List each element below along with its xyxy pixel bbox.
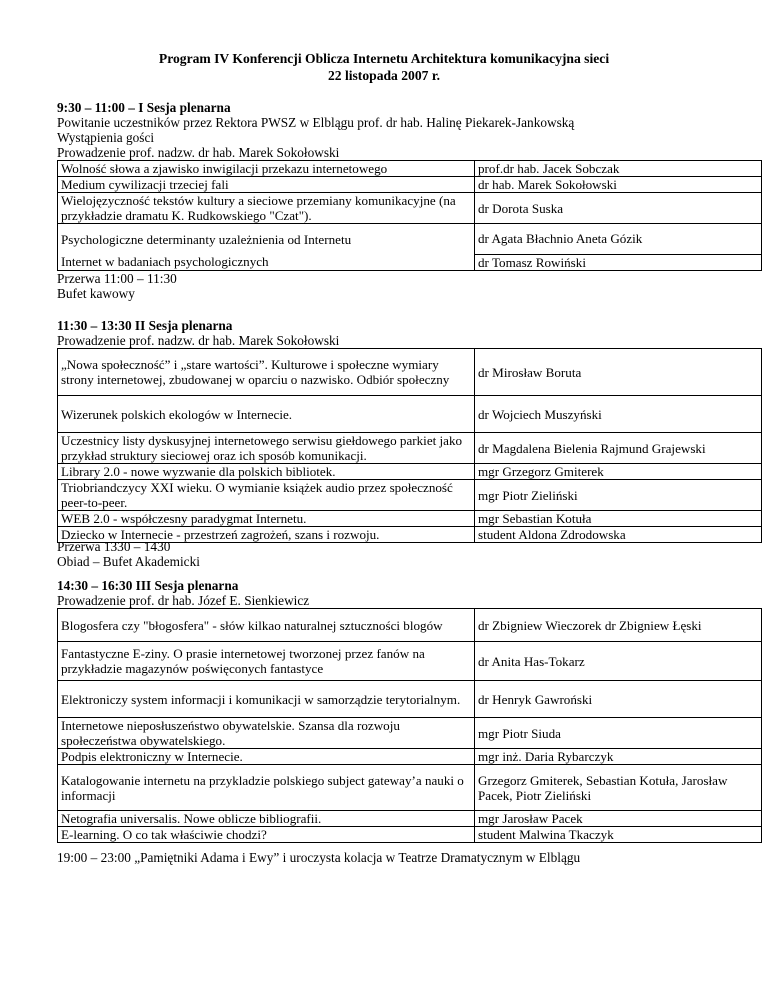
topic-cell: Katalogowanie internetu na przykladzie polskiego subject gateway’a nauki o informacji [58, 765, 475, 811]
topic-cell: Uczestnicy listy dyskusyjnej internetowego serwisu giełdowego parkiet jako przykład struktury sieciowej oraz ich sposób komunikacji. [58, 433, 475, 464]
session1-welcome: Powitanie uczestników przez Rektora PWSZ w Elblągu prof. dr hab. Halinę Piekarek-Jankowską [57, 115, 575, 130]
session3-table [57, 608, 762, 843]
table-row [58, 161, 762, 177]
table-row [58, 749, 762, 765]
speaker-cell: student Aldona Zdrodowska [475, 527, 762, 543]
session1-heading: 9:30 – 11:00 – I Sesja plenarna [57, 100, 231, 115]
topic-cell: Fantastyczne E-ziny. O prasie internetowej tworzonej przez fanów na przykładzie magazynów poświęconych fantastyce [58, 642, 475, 681]
session1-guests: Wystąpienia gości [57, 130, 155, 145]
table-row [58, 193, 762, 224]
topic-cell: Blogosfera czy "błogosfera" - słów kilkao naturalnej sztuczności blogów [58, 609, 475, 642]
speaker-cell: mgr Piotr Zieliński [475, 480, 762, 511]
evening-event: 19:00 – 23:00 „Pamiętniki Adama i Ewy” i uroczysta kolacja w Teatrze Dramatycznym w Elblągu [57, 850, 581, 865]
session1-table [57, 160, 762, 271]
table-row [58, 177, 762, 193]
table-row [58, 827, 762, 843]
topic-cell: E-learning. O co tak właściwie chodzi? [58, 827, 475, 843]
topic-cell: Wolność słowa a zjawisko inwigilacji przekazu internetowego [58, 161, 475, 177]
table-row [58, 511, 762, 527]
speaker-cell: prof.dr hab. Jacek Sobczak [475, 161, 762, 177]
speaker-cell: dr Henryk Gawroński [475, 681, 762, 718]
table-row [58, 642, 762, 681]
table-row [58, 811, 762, 827]
document-date: 22 listopada 2007 r. [327, 68, 441, 83]
document-title: Program IV Konferencji Oblicza Internetu Architektura komunikacyjna sieci [158, 51, 610, 66]
session2-heading: 11:30 – 13:30 II Sesja plenarna [57, 318, 233, 333]
speaker-cell: mgr Jarosław Pacek [475, 811, 762, 827]
session1-break: Przerwa 11:00 – 11:30 [57, 271, 177, 286]
topic-cell: Elektroniczy system informacji i komunikacji w samorządzie terytorialnym. [58, 681, 475, 718]
speaker-cell: dr Agata Błachnio Aneta Gózik [475, 224, 762, 255]
speaker-cell: dr Anita Has-Tokarz [475, 642, 762, 681]
table-row [58, 480, 762, 511]
table-row [58, 718, 762, 749]
table-row [58, 224, 762, 255]
table-row [58, 396, 762, 433]
session3-chair: Prowadzenie prof. dr hab. Józef E. Sienkiewicz [57, 593, 310, 608]
speaker-cell: dr Zbigniew Wieczorek dr Zbigniew Łęski [475, 609, 762, 642]
topic-cell: Netografia universalis. Nowe oblicze bibliografii. [58, 811, 475, 827]
session2-chair: Prowadzenie prof. nadzw. dr hab. Marek Sokołowski [57, 333, 340, 348]
session1-coffee: Bufet kawowy [57, 286, 135, 301]
session2-table [57, 348, 762, 543]
table-row [58, 433, 762, 464]
topic-cell: Dziecko w Internecie - przestrzeń zagrożeń, szans i rozwoju. [58, 527, 475, 543]
speaker-cell: dr Tomasz Rowiński [475, 254, 762, 270]
speaker-cell: dr Magdalena Bielenia Rajmund Grajewski [475, 433, 762, 464]
speaker-cell: student Malwina Tkaczyk [475, 827, 762, 843]
topic-cell: Wizerunek polskich ekologów w Internecie. [58, 396, 475, 433]
session2-break: Przerwa 1330 – 1430 [57, 539, 171, 554]
topic-cell: Medium cywilizacji trzeciej fali [58, 177, 475, 193]
topic-cell: Library 2.0 - nowe wyzwanie dla polskich bibliotek. [58, 464, 475, 480]
topic-cell: „Nowa społeczność” i „stare wartości”. Kulturowe i społeczne wymiary strony internetowej, zbudowanej w oparciu o nazwisko. Odbiór społeczny [58, 349, 475, 396]
topic-cell: Podpis elektroniczny w Internecie. [58, 749, 475, 765]
speaker-cell: mgr Sebastian Kotuła [475, 511, 762, 527]
topic-cell: WEB 2.0 - współczesny paradygmat Internetu. [58, 511, 475, 527]
speaker-cell: dr hab. Marek Sokołowski [475, 177, 762, 193]
topic-cell: Internetowe nieposłuszeństwo obywatelskie. Szansa dla rozwoju społeczeństwa obywatelskiego. [58, 718, 475, 749]
speaker-cell: dr Mirosław Boruta [475, 349, 762, 396]
session3-heading: 14:30 – 16:30 III Sesja plenarna [57, 578, 239, 593]
topic-cell: Psychologiczne determinanty uzależnienia od Internetu [58, 224, 475, 255]
speaker-cell: mgr Piotr Siuda [475, 718, 762, 749]
table-row [58, 349, 762, 396]
session1-chair: Prowadzenie prof. nadzw. dr hab. Marek Sokołowski [57, 145, 340, 160]
speaker-cell: Grzegorz Gmiterek, Sebastian Kotuła, Jarosław Pacek, Piotr Zieliński [475, 765, 762, 811]
table-row [58, 254, 762, 270]
table-row [58, 464, 762, 480]
topic-cell: Triobriandczycy XXI wieku. O wymianie książek audio przez społeczność peer-to-peer. [58, 480, 475, 511]
topic-cell: Internet w badaniach psychologicznych [58, 254, 475, 270]
table-row [58, 765, 762, 811]
speaker-cell: mgr Grzegorz Gmiterek [475, 464, 762, 480]
speaker-cell: mgr inż. Daria Rybarczyk [475, 749, 762, 765]
table-row [58, 609, 762, 642]
topic-cell: Wielojęzyczność tekstów kultury a sieciowe przemiany komunikacyjne (na przykładzie dramatu K. Rudkowskiego "Czat"). [58, 193, 475, 224]
speaker-cell: dr Dorota Suska [475, 193, 762, 224]
table-row [58, 681, 762, 718]
session2-lunch: Obiad – Bufet Akademicki [57, 554, 200, 569]
speaker-cell: dr Wojciech Muszyński [475, 396, 762, 433]
